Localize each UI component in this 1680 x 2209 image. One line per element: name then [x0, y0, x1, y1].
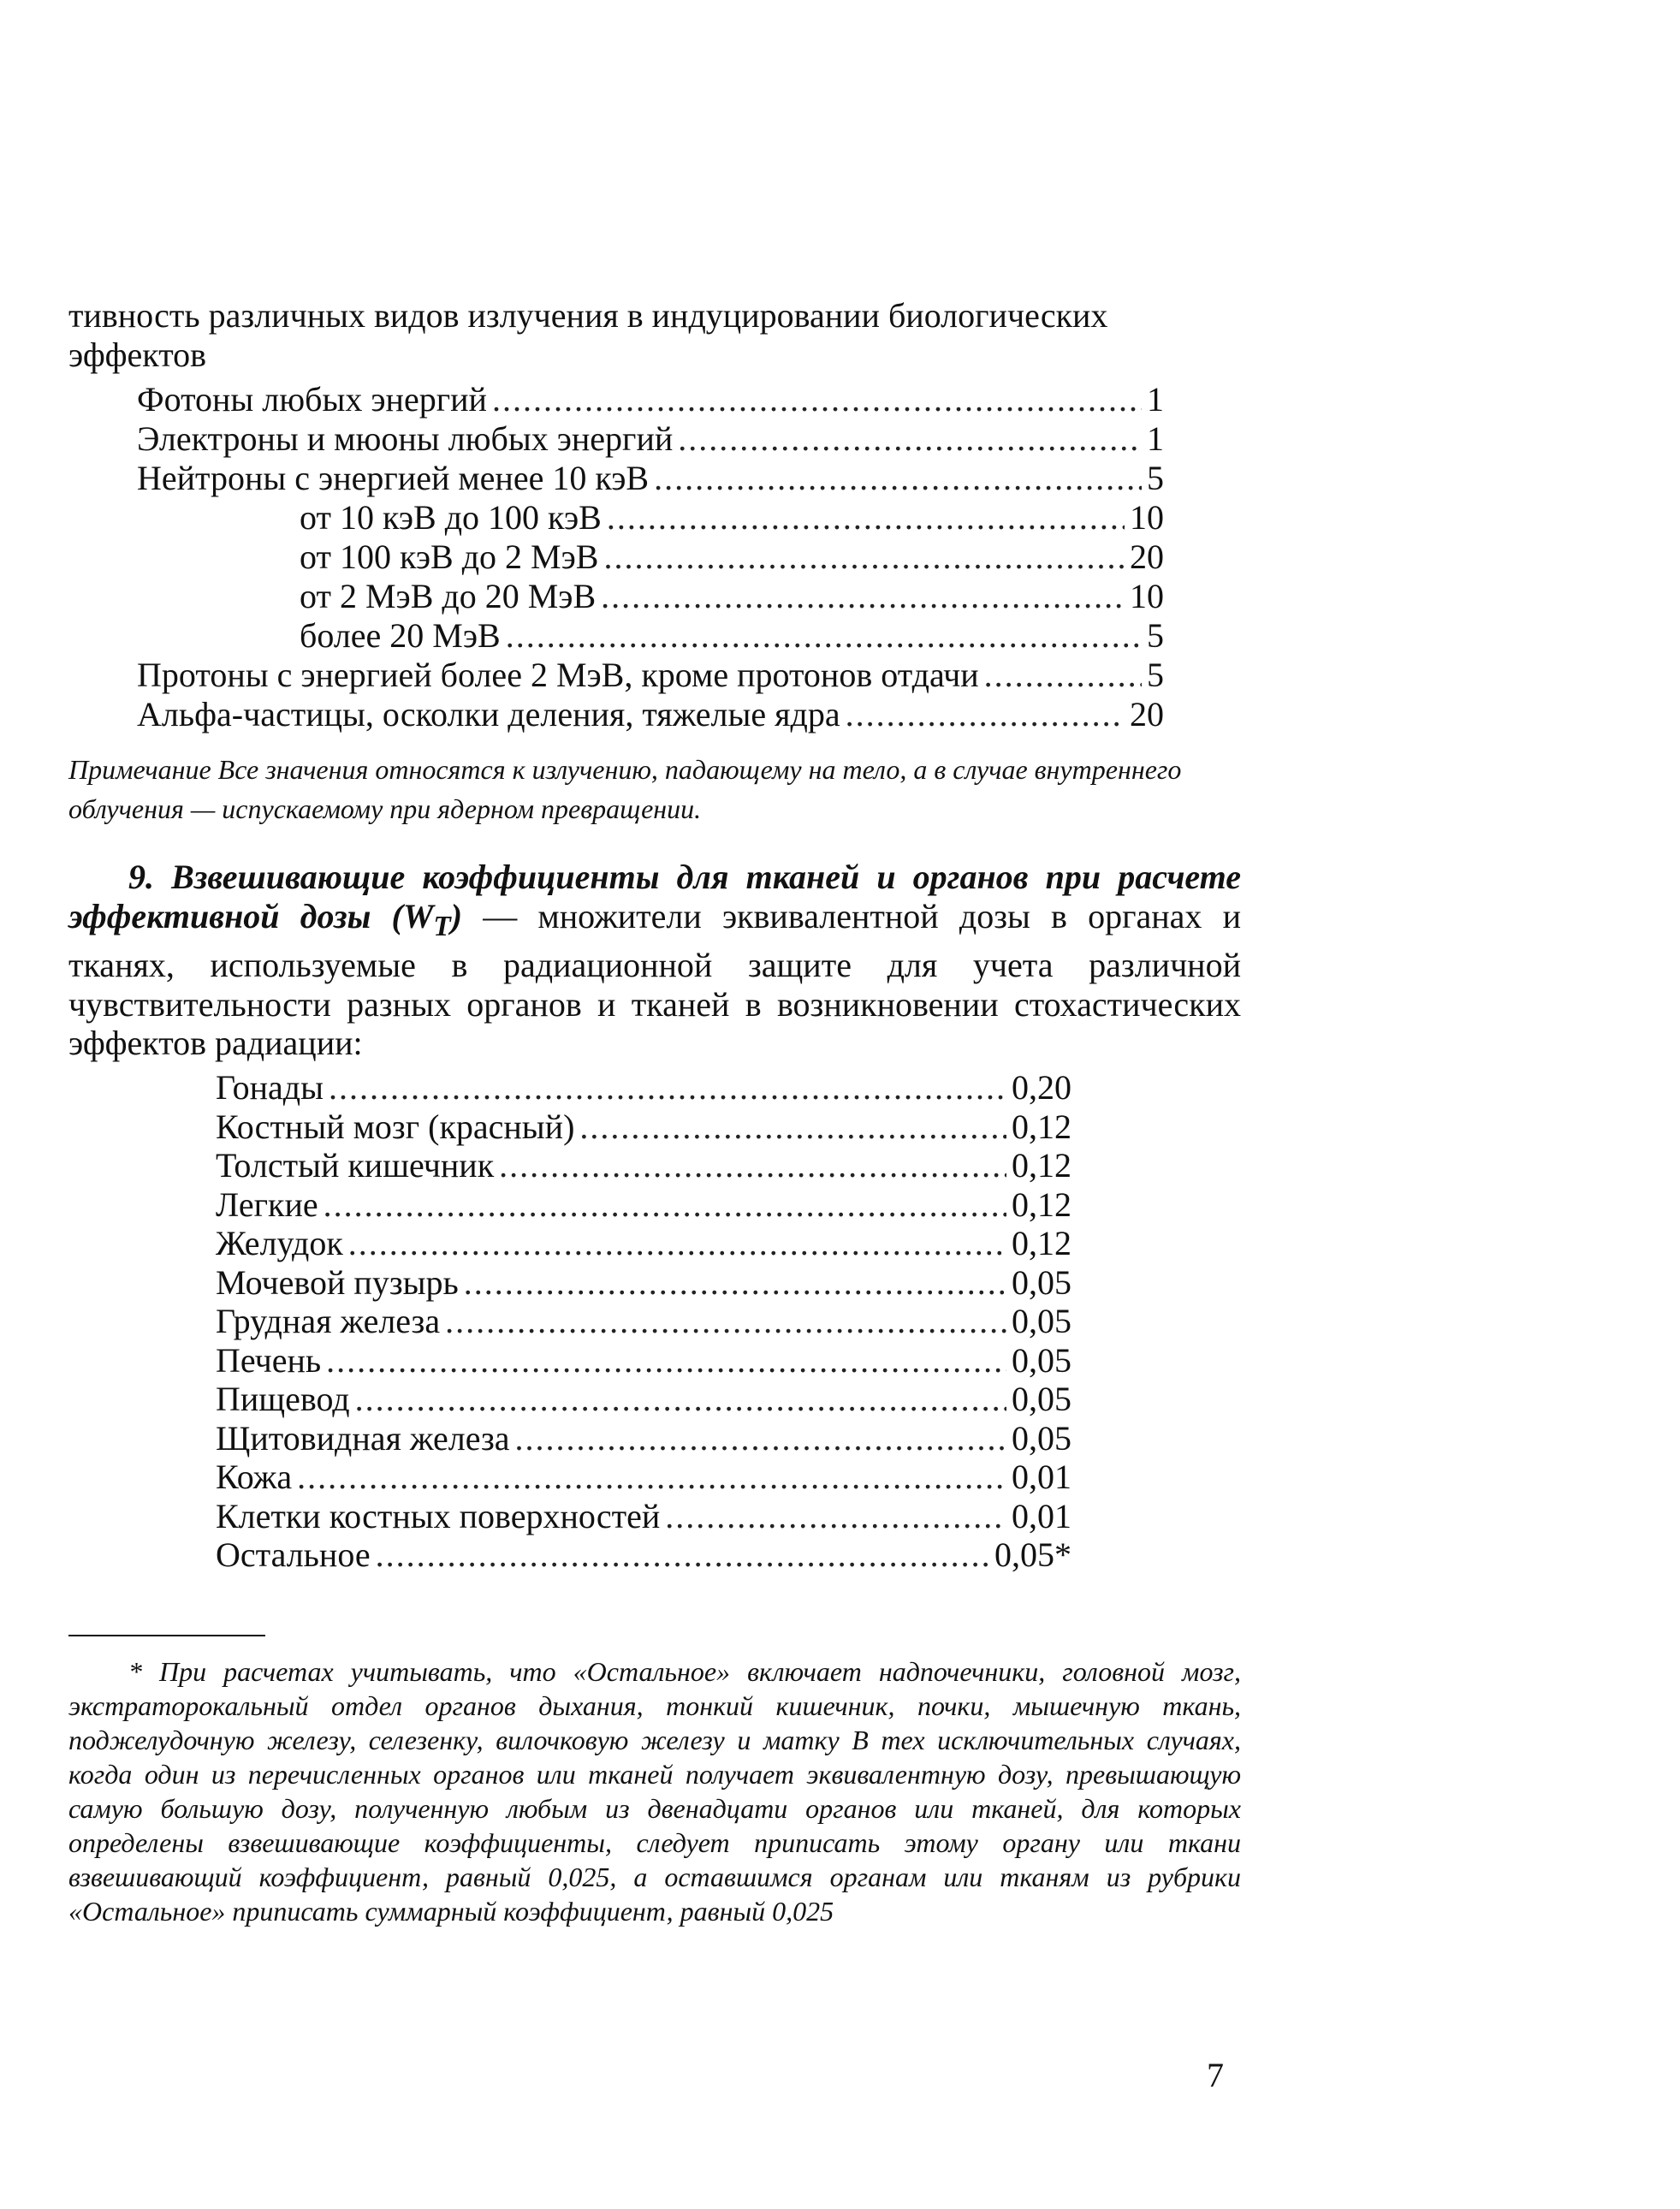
- leader-dots: [355, 1380, 1006, 1419]
- item-label: Костный мозг (красный): [216, 1107, 575, 1146]
- item-value: 0,05: [1012, 1380, 1072, 1418]
- item-label: Мочевой пузырь: [216, 1262, 459, 1302]
- item-label: от 10 кэВ до 100 кэВ: [300, 498, 602, 537]
- list-item: [216, 1185, 1072, 1225]
- item-label: Грудная железа: [216, 1302, 441, 1340]
- item-label: Желудок: [216, 1224, 343, 1262]
- list-item: [216, 1341, 1072, 1381]
- footnote: * При расчетах учитывать, что «Остальное» включает надпочечники, головной мозг, экстраторокальный отдел органов дыхания, тонкий кишечник, почки, мышечную ткань, поджелудочную железу, селезенку, вилочковую железу и матку В тех исключительных случаях, когда один из перечисленных органов или тканей получает эквивалентную дозу, превышающую самую большую дозу, полученную любым из двенадцати органов или тканей, для которых определены взвешивающие коэффициенты, следует приписать этому органу или ткани взвешивающий коэффициент, равный 0,025, а оставшимся органам или тканям из рубрики «Остальное» приписать суммарный коэффициент, равный 0,025: [68, 1656, 1241, 1927]
- item-value: 20: [1130, 537, 1164, 576]
- item-label: более 20 МэВ: [300, 616, 501, 655]
- item-value: 0,12: [1012, 1107, 1072, 1146]
- leader-dots: [579, 1107, 1006, 1147]
- item-label: Фотоны любых энергий: [137, 380, 487, 419]
- leader-dots: [984, 656, 1142, 695]
- leader-dots: [515, 1419, 1006, 1458]
- list-item: [216, 1068, 1072, 1107]
- leader-dots: [326, 1341, 1006, 1381]
- list-item: [216, 1224, 1072, 1263]
- item-value: 0,05: [1012, 1302, 1072, 1340]
- list-item: [137, 695, 1164, 734]
- item-label: Альфа-частицы, осколки деления, тяжелые ядра: [137, 695, 840, 733]
- list-item: [216, 1146, 1072, 1185]
- item-value: 0,12: [1012, 1185, 1072, 1224]
- item-label: Протоны с энергией более 2 МэВ, кроме протонов отдачи: [137, 656, 979, 694]
- item-value: 5: [1147, 616, 1164, 655]
- item-label: Щитовидная железа: [216, 1418, 510, 1458]
- note-paragraph: [68, 750, 1241, 828]
- item-label: Остальное: [216, 1535, 371, 1574]
- item-value: 0,05: [1012, 1262, 1072, 1302]
- list-subitem: [137, 498, 1164, 537]
- item-value: 0,01: [1012, 1458, 1072, 1496]
- leader-dots: [445, 1302, 1006, 1341]
- item-value: 0,12: [1012, 1146, 1072, 1185]
- tissue-weighting-list: [216, 1068, 1072, 1575]
- item-label: Кожа: [216, 1458, 293, 1496]
- leader-dots: [607, 498, 1125, 537]
- footnote-divider: [68, 1635, 265, 1636]
- item-value: 0,05*: [994, 1535, 1072, 1574]
- leader-dots: [297, 1458, 1006, 1497]
- note-text: Все значения относятся к излучению, падающему на тело, а в случае внутреннего облучения — испускаемому при ядерном превращении.: [68, 754, 1182, 824]
- list-item: [216, 1419, 1072, 1458]
- leader-dots: [492, 380, 1142, 419]
- leader-dots: [499, 1146, 1006, 1185]
- section-heading-subscript: T: [433, 910, 451, 942]
- item-value: 1: [1147, 380, 1164, 419]
- section-9-paragraph: [68, 858, 1241, 1063]
- list-item: [216, 1380, 1072, 1419]
- item-label: Пищевод: [216, 1380, 350, 1418]
- list-subitem: [137, 537, 1164, 577]
- list-item: [137, 419, 1164, 459]
- item-value: 0,01: [1012, 1496, 1072, 1535]
- radiation-weighting-list: [137, 380, 1164, 734]
- item-value: 1: [1147, 419, 1164, 458]
- leader-dots: [654, 459, 1142, 498]
- leader-dots: [376, 1535, 989, 1575]
- list-item: [216, 1497, 1072, 1536]
- leader-dots: [329, 1068, 1006, 1107]
- leader-dots: [324, 1185, 1006, 1225]
- item-label: от 2 МэВ до 20 МэВ: [300, 577, 597, 615]
- list-item: [137, 380, 1164, 419]
- item-label: Клетки костных поверхностей: [216, 1496, 661, 1535]
- list-item: [216, 1302, 1072, 1341]
- section-heading: Взвешивающие коэффициенты для тканей и органов при расчете эффективной дозы (W: [68, 858, 1241, 935]
- leader-dots: [846, 695, 1125, 734]
- page-number: 7: [1207, 2056, 1224, 2094]
- item-value: 20: [1130, 695, 1164, 733]
- section-heading-end: ): [450, 896, 463, 935]
- section-text: — множители эквивалентной дозы в органах и тканях, используемые в радиационной защите для учета различной чувствительности разных органов и тканей в возникновении стохастических эффектов радиации:: [68, 896, 1241, 1062]
- leader-dots: [601, 577, 1125, 616]
- leader-dots: [464, 1263, 1006, 1303]
- intro-paragraph: тивность различных видов излучения в индуцировании биологических эффектов: [68, 296, 1108, 374]
- item-value: 5: [1147, 656, 1164, 694]
- list-item: [216, 1458, 1072, 1497]
- item-value: 0,05: [1012, 1340, 1072, 1380]
- leader-dots: [678, 419, 1142, 459]
- item-value: 10: [1130, 498, 1164, 537]
- item-value: 10: [1130, 577, 1164, 615]
- list-item: [216, 1535, 1072, 1575]
- leader-dots: [603, 537, 1125, 577]
- item-value: 0,12: [1012, 1224, 1072, 1262]
- item-label: Гонады: [216, 1068, 324, 1107]
- item-label: Электроны и мюоны любых энергий: [137, 419, 674, 458]
- item-label: Печень: [216, 1340, 322, 1380]
- note-label: Примечание: [68, 754, 211, 785]
- list-subitem: [137, 577, 1164, 616]
- item-value: 0,05: [1012, 1418, 1072, 1458]
- item-label: от 100 кэВ до 2 МэВ: [300, 537, 599, 576]
- list-subitem: [137, 616, 1164, 656]
- item-value: 5: [1147, 459, 1164, 497]
- item-value: 0,20: [1012, 1068, 1072, 1107]
- item-label: Нейтроны с энергией менее 10 кэВ: [137, 459, 650, 497]
- leader-dots: [348, 1224, 1006, 1263]
- list-item: [216, 1107, 1072, 1147]
- section-number: 9.: [128, 858, 154, 896]
- leader-dots: [506, 616, 1142, 656]
- list-item: [137, 459, 1164, 498]
- item-label: Легкие: [216, 1185, 318, 1224]
- leader-dots: [665, 1497, 1006, 1536]
- list-item: [216, 1263, 1072, 1303]
- list-item: [137, 656, 1164, 695]
- item-label: Толстый кишечник: [216, 1146, 495, 1185]
